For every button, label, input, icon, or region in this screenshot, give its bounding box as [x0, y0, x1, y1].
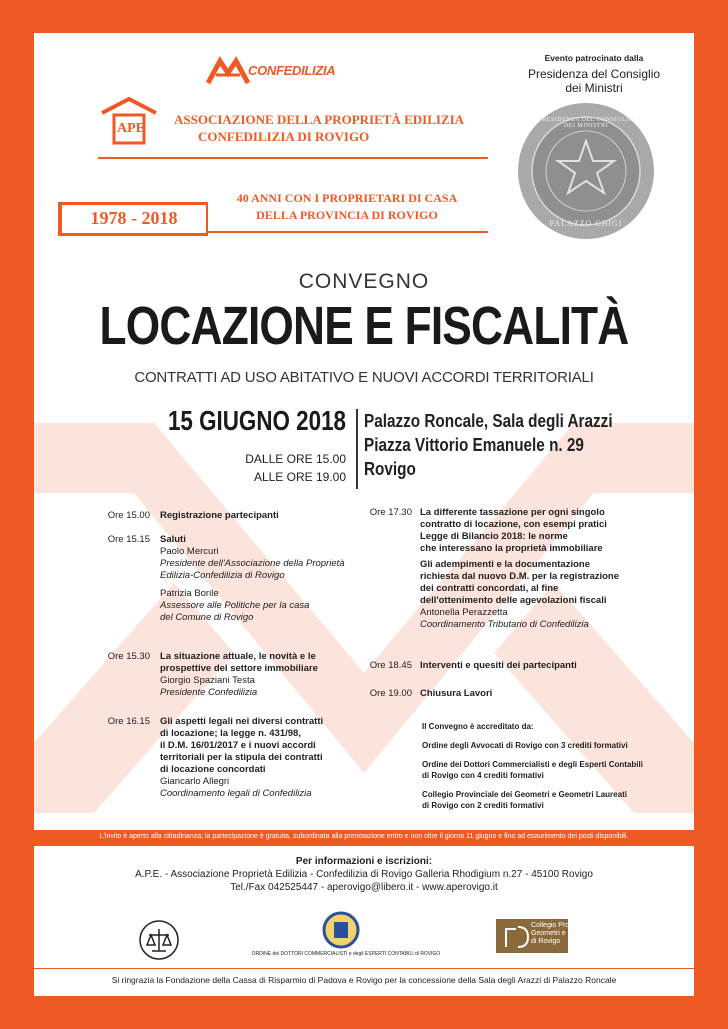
years-label: 1978 - 2018	[90, 208, 178, 228]
accreditation-intro: Il Convegno è accreditato da:	[422, 722, 534, 731]
schedule-title: Gli aspetti legali nei diversi contratti	[160, 716, 324, 727]
speaker-name: Antonella Perazzetta	[420, 607, 508, 618]
contacts-phone-email: Tel./Fax 042525447 - aperovigo@libero.it - www.aperovigo.it	[230, 882, 498, 893]
avvocati-logo-icon	[138, 919, 180, 961]
accreditation-item: Ordine dei Dottori Commercialisti e degli Esperti Contabili	[422, 760, 643, 769]
speaker-role: Coordinamento Tributario di Confedilizia	[420, 619, 589, 630]
patronage-org-line-2: dei Ministri	[565, 81, 623, 95]
speaker-role: Assessore alle Politiche per la casa	[160, 600, 310, 611]
schedule-item-situazione	[160, 651, 318, 699]
schedule-item-tassazione	[420, 507, 619, 631]
commercialisti-caption: ORDINE dei DOTTORI COMMERCIALISTI e degli ESPERTI CONTABILI di ROVIGO	[251, 951, 441, 957]
patronage-block	[494, 53, 674, 95]
association-line-1: ASSOCIAZIONE DELLA PROPRIETÀ EDILIZIA	[174, 112, 465, 127]
geometri-line-1: Collegio Provinciale	[531, 922, 593, 929]
speaker-name: Patrizia Borile	[160, 588, 219, 599]
geometri-caption	[531, 922, 624, 946]
schedule-item-saluti	[160, 534, 345, 624]
schedule-title: prospettive del settore immobiliare	[160, 663, 318, 674]
schedule-time: Ore 18.45	[369, 660, 412, 671]
anniversary-line-2: DELLA PROVINCIA DI ROVIGO	[256, 208, 438, 222]
speaker-role: Coordinamento legali di Confedilizia	[160, 788, 312, 799]
speaker-name: Giorgio Spaziani Testa	[160, 675, 255, 686]
ape-logo	[98, 97, 160, 147]
accreditation-block	[422, 721, 643, 811]
schedule-title: di locazione concordati	[160, 764, 266, 775]
main-title: LOCAZIONE E FISCALITÀ	[99, 296, 629, 356]
schedule-time: Ore 15.30	[107, 651, 150, 662]
contacts-block	[34, 855, 694, 894]
association-line-2: CONFEDILIZIA DI ROVIGO	[198, 129, 370, 144]
contacts-address: A.P.E. - Associazione Proprietà Edilizia - Confedilizia di Rovigo Galleria Rhodigium n.27 - 45100 Rovigo	[135, 869, 593, 880]
event-from-time: DALLE ORE 15.00	[245, 452, 346, 466]
years-line	[208, 231, 488, 233]
speaker-name: Paolo Mercuri	[160, 546, 219, 557]
poster-sheet	[34, 33, 694, 996]
venue-line-3: Rovigo	[364, 459, 416, 479]
schedule-title: dell'ottenimento delle agevolazioni fiscali	[420, 595, 607, 606]
patronage-label: Evento patrocinato dalla	[544, 53, 644, 63]
schedule-title: Legge di Bilancio 2018: le norme	[420, 531, 568, 542]
anniversary-line-1: 40 ANNI CON I PROPRIETARI DI CASA	[236, 191, 458, 205]
schedule-title: Registrazione partecipanti	[160, 510, 279, 521]
schedule-time: Ore 15.00	[107, 510, 150, 521]
schedule-title: richiesta dal nuovo D.M. per la registrazione	[420, 571, 620, 582]
association-name	[174, 111, 464, 145]
speaker-role: del Comune di Rovigo	[160, 612, 254, 623]
event-to-time: ALLE ORE 19.00	[253, 470, 346, 484]
schedule-title: dei contratti concordati, al fine	[420, 583, 559, 594]
speaker-role: Edilizia-Confedilizia di Rovigo	[160, 570, 285, 581]
header-divider	[98, 157, 488, 159]
invite-note: L'invito è aperto alla cittadinanza; la partecipazione è gratuita, subordinata alla prenotazione entro e non oltre il giorno 11 giugno e fino ad esaurimento dei posti disponibili.	[99, 833, 629, 840]
venue-block	[364, 409, 613, 481]
geometri-line-2: Geometri e Geometri Laureati	[531, 930, 624, 937]
confedilizia-logo	[206, 53, 346, 87]
speaker-role: Presidente Confedilizia	[160, 687, 258, 698]
schedule-title: Saluti	[160, 534, 186, 545]
schedule-title: contratto di locazione, con esempi pratici	[420, 519, 607, 530]
accreditation-item: Ordine degli Avvocati di Rovigo con 3 crediti formativi	[422, 741, 628, 750]
schedule-title: La situazione attuale, le novità e le	[160, 651, 316, 662]
schedule-title: di locazione; la legge n. 431/98,	[160, 728, 301, 739]
schedule-title: il D.M. 16/01/2017 e i nuovi accordi	[160, 740, 316, 751]
contacts-heading: Per informazioni e iscrizioni:	[295, 856, 433, 867]
venue-line-2: Piazza Vittorio Emanuele n. 29	[364, 435, 584, 455]
commercialisti-logo-icon	[322, 911, 360, 949]
speaker-role: Presidente dell'Associazione della Proprietà	[160, 558, 345, 569]
subtitle: CONTRATTI AD USO ABITATIVO E NUOVI ACCORDI TERRITORIALI	[134, 369, 594, 386]
accreditation-item: di Rovigo con 4 crediti formativi	[422, 771, 544, 780]
event-date: 15 GIUGNO 2018	[167, 405, 346, 436]
accreditation-item: Collegio Provinciale dei Geometri e Geometri Laureati	[422, 790, 627, 799]
schedule-time: Ore 16.15	[107, 716, 150, 727]
schedule-time: Ore 15.15	[107, 534, 150, 545]
accreditation-item: di Rovigo con 2 crediti formativi	[422, 801, 544, 810]
schedule-time: Ore 19.00	[369, 688, 412, 699]
venue-line-1: Palazzo Roncale, Sala degli Arazzi	[364, 411, 613, 431]
confedilizia-logo-text: CONFEDILIZIA	[248, 63, 336, 78]
schedule-title: La differente tassazione per ogni singolo	[420, 507, 605, 518]
geometri-logo-icon	[502, 921, 532, 951]
speaker-name: Giancarlo Allegri	[160, 776, 230, 787]
geometri-line-3: di Rovigo	[531, 938, 561, 945]
confedilizia-logo-icon	[206, 55, 250, 85]
seal-bottom-text: PALAZZO CHIGI	[549, 219, 623, 228]
patronage-org-line-1: Presidenza del Consiglio	[527, 67, 661, 81]
schedule-title: Chiusura Lavori	[420, 688, 493, 699]
schedule-item-aspetti-legali	[160, 716, 323, 800]
schedule-title: Gli adempimenti e la documentazione	[420, 559, 590, 570]
event-separator	[356, 409, 358, 489]
schedule-title: territoriali per la stipula dei contratti	[160, 752, 323, 763]
schedule-title: che interessano la proprietà immobiliare	[420, 543, 603, 554]
footer-thanks: Si ringrazia la Fondazione della Cassa di Risparmio di Padova e Rovigo per la concessione della Sala degli Arazzi di Palazzo Roncale	[111, 975, 617, 985]
convegno-kicker: CONVEGNO	[298, 270, 430, 293]
seal-top-text: PRESIDENZA DEL CONSIGLIO DEI MINISTRI	[538, 117, 634, 129]
schedule-time: Ore 17.30	[369, 507, 412, 518]
ape-logo-text: APE	[117, 121, 145, 136]
footer-divider	[34, 968, 694, 969]
ape-watermark	[34, 413, 694, 883]
anniversary-text	[222, 190, 472, 224]
schedule-title: Interventi e quesiti dei partecipanti	[420, 660, 577, 671]
